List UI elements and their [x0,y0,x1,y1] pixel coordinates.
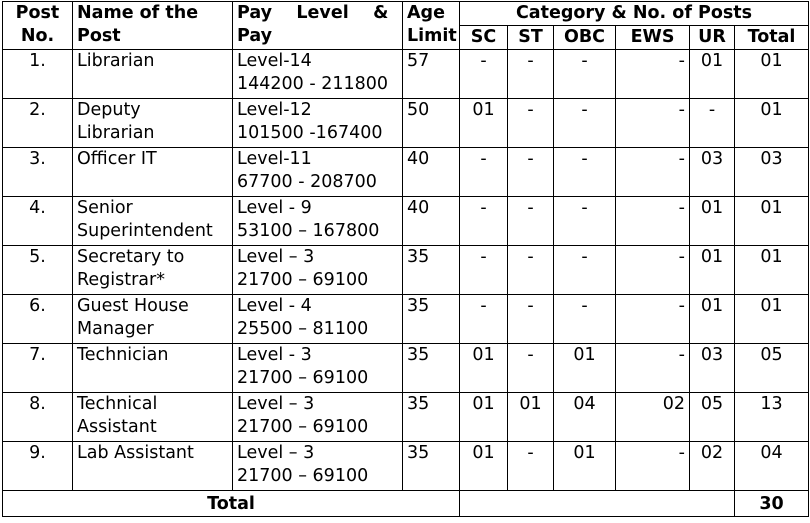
post-no-cell: 3. [3,148,73,197]
table-row [3,344,809,393]
table-row [3,50,809,99]
ews-cell: - [616,50,690,99]
st-cell: - [508,99,554,148]
table-row [3,148,809,197]
post-name-cell-line: Secretary to [77,247,185,267]
table-row [3,295,809,344]
row-total-cell: 13 [735,393,809,442]
obc-cell: - [554,50,616,99]
post-name-cell-line: Superintendent [77,221,213,241]
pay-header-line1: Pay Level & [237,3,389,23]
post-no-cell: 8. [3,393,73,442]
age-limit-cell: 40 [403,148,460,197]
ews-cell: - [616,344,690,393]
pay-level-cell-line: 53100 – 167800 [237,221,380,241]
age-header-line1: Age [407,3,445,23]
pay-level-cell-line: 144200 - 211800 [237,74,389,94]
pay-level-cell-line: Level-12 [237,100,312,120]
name-header-line2: Post [77,26,121,46]
ur-cell: 05 [690,393,735,442]
sc-cell: 01 [460,442,508,491]
st-cell: - [508,197,554,246]
pay-level-cell [233,99,403,148]
st-cell: - [508,246,554,295]
age-header-line2: Limit [407,26,457,46]
post-no-header-line1: Post [15,3,60,23]
post-name-cell-line: Technician [77,345,169,365]
post-name-cell-line: Lab Assistant [77,443,194,463]
table-row [3,99,809,148]
ews-cell: - [616,246,690,295]
obc-cell: 01 [554,442,616,491]
total-value: 30 [735,491,809,517]
obc-cell: 01 [554,344,616,393]
post-name-cell [73,295,233,344]
post-name-cell [73,442,233,491]
pay-level-cell [233,295,403,344]
post-no-cell: 6. [3,295,73,344]
header-row-1 [3,2,809,26]
post-name-cell-line: Librarian [77,51,155,71]
obc-cell: - [554,295,616,344]
row-total-cell: 04 [735,442,809,491]
name-header-line1: Name of the [77,3,199,23]
pay-level-cell-line: Level-14 [237,51,312,71]
sc-header: SC [460,26,508,50]
post-name-cell-line: Technical [77,394,158,414]
st-cell: - [508,148,554,197]
obc-cell: 04 [554,393,616,442]
ur-cell: 01 [690,246,735,295]
ews-cell: - [616,148,690,197]
ur-cell: 03 [690,344,735,393]
pay-level-cell-line: Level-11 [237,149,312,169]
pay-level-cell [233,442,403,491]
obc-header: OBC [554,26,616,50]
total-spacer [460,491,735,517]
pay-level-cell-line: Level - 9 [237,198,312,218]
sc-cell: - [460,50,508,99]
table-row [3,442,809,491]
age-limit-cell: 35 [403,344,460,393]
ur-cell: 02 [690,442,735,491]
ur-cell: - [690,99,735,148]
pay-header-line2: Pay [237,26,273,46]
table-row [3,197,809,246]
post-name-cell [73,148,233,197]
ur-cell: 01 [690,295,735,344]
post-no-header [3,2,73,50]
ews-cell: - [616,197,690,246]
row-total-cell: 01 [735,246,809,295]
pay-level-cell [233,148,403,197]
post-no-cell: 4. [3,197,73,246]
post-name-cell-line: Senior [77,198,133,218]
post-name-cell-line: Manager [77,319,154,339]
age-limit-cell: 35 [403,442,460,491]
post-name-cell [73,246,233,295]
pay-level-cell-line: Level – 3 [237,443,315,463]
row-total-cell: 01 [735,197,809,246]
total-header: Total [735,26,809,50]
post-no-cell: 1. [3,50,73,99]
total-label: Total [3,491,460,517]
post-no-header-line2: No. [20,26,55,46]
post-name-cell [73,393,233,442]
obc-cell: - [554,148,616,197]
pay-level-cell-line: 21700 – 69100 [237,368,369,388]
pay-level-cell [233,50,403,99]
pay-level-cell-line: 67700 - 208700 [237,172,377,192]
pay-level-cell [233,246,403,295]
post-name-cell-line: Deputy [77,100,141,120]
age-limit-cell: 35 [403,295,460,344]
row-total-cell: 01 [735,295,809,344]
st-cell: - [508,50,554,99]
row-total-cell: 05 [735,344,809,393]
row-total-cell: 01 [735,99,809,148]
age-limit-cell: 57 [403,50,460,99]
st-cell: - [508,344,554,393]
ews-header: EWS [616,26,690,50]
pay-level-cell-line: Level – 3 [237,394,315,414]
ur-header: UR [690,26,735,50]
ur-cell: 03 [690,148,735,197]
ur-cell: 01 [690,197,735,246]
post-no-cell: 7. [3,344,73,393]
sc-cell: 01 [460,99,508,148]
st-cell: - [508,442,554,491]
post-name-cell-line: Registrar* [77,270,165,290]
table-row [3,393,809,442]
pay-level-cell-line: Level - 4 [237,296,312,316]
ews-cell: - [616,295,690,344]
sc-cell: - [460,246,508,295]
pay-header [233,2,403,50]
post-name-cell [73,99,233,148]
st-cell: 01 [508,393,554,442]
ews-cell: - [616,99,690,148]
st-header: ST [508,26,554,50]
category-header: Category & No. of Posts [460,2,809,26]
pay-level-cell-line: 101500 -167400 [237,123,383,143]
age-header [403,2,460,50]
post-name-cell [73,50,233,99]
pay-level-cell-line: Level – 3 [237,247,315,267]
age-limit-cell: 40 [403,197,460,246]
st-cell: - [508,295,554,344]
post-name-cell-line: Guest House [77,296,189,316]
post-name-cell [73,344,233,393]
post-no-cell: 9. [3,442,73,491]
name-header [73,2,233,50]
age-limit-cell: 50 [403,99,460,148]
obc-cell: - [554,246,616,295]
age-limit-cell: 35 [403,246,460,295]
post-name-cell-line: Librarian [77,123,155,143]
sc-cell: - [460,197,508,246]
pay-level-cell-line: Level - 3 [237,345,312,365]
row-total-cell: 01 [735,50,809,99]
posts-table [2,1,809,517]
obc-cell: - [554,197,616,246]
table-row [3,246,809,295]
post-name-cell-line: Officer IT [77,149,157,169]
total-row [3,491,809,517]
post-no-cell: 2. [3,99,73,148]
age-limit-cell: 35 [403,393,460,442]
pay-level-cell [233,393,403,442]
sc-cell: - [460,295,508,344]
sc-cell: 01 [460,393,508,442]
pay-level-cell [233,344,403,393]
pay-level-cell-line: 25500 – 81100 [237,319,369,339]
pay-level-cell-line: 21700 – 69100 [237,466,369,486]
sc-cell: - [460,148,508,197]
row-total-cell: 03 [735,148,809,197]
post-name-cell-line: Assistant [77,417,157,437]
obc-cell: - [554,99,616,148]
pay-level-cell [233,197,403,246]
ur-cell: 01 [690,50,735,99]
ews-cell: - [616,442,690,491]
sc-cell: 01 [460,344,508,393]
pay-level-cell-line: 21700 – 69100 [237,417,369,437]
post-name-cell [73,197,233,246]
post-no-cell: 5. [3,246,73,295]
ews-cell: 02 [616,393,690,442]
pay-level-cell-line: 21700 – 69100 [237,270,369,290]
